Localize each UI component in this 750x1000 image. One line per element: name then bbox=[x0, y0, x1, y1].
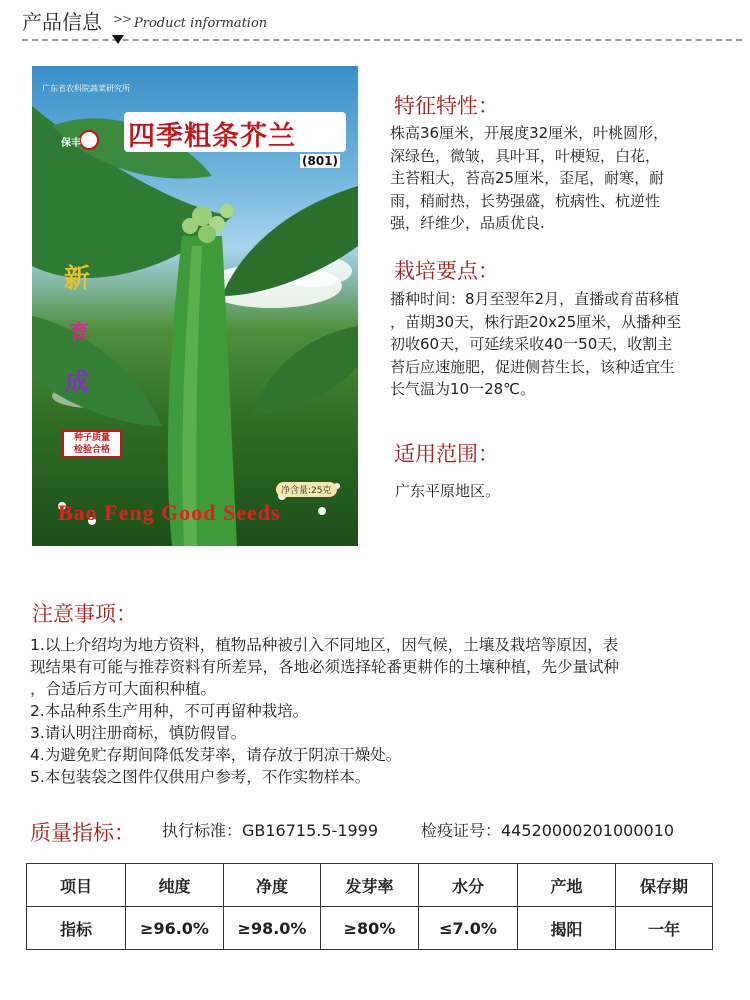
package-vertical-char-2: 育 bbox=[69, 320, 89, 344]
header-arrows: >> bbox=[113, 12, 132, 26]
package-code: (801) bbox=[302, 154, 339, 168]
notes-title: 注意事项： bbox=[32, 602, 137, 626]
table-header-cell: 发芽率 bbox=[321, 864, 419, 907]
notes-line: 现结果有可能与推荐资料有所差异，各地必须选择轮番更耕作的土壤种植，先少量试种 bbox=[30, 658, 620, 676]
quality-table bbox=[26, 863, 713, 950]
table-cell: ≥80% bbox=[321, 907, 419, 950]
cultivation-line: 播种时间：8月至翌年2月，直播或育苗移植 bbox=[390, 290, 680, 308]
table-cell: 一年 bbox=[616, 907, 713, 950]
package-top-text: 广东省农科院蔬菜研究所 bbox=[42, 84, 130, 93]
quality-quarantine-number: 检疫证号：44520000201000010 bbox=[421, 821, 675, 840]
table-header-row bbox=[27, 864, 713, 907]
seed-package-image bbox=[32, 66, 358, 546]
table-header-cell: 产地 bbox=[518, 864, 616, 907]
package-quality-badge bbox=[62, 430, 122, 458]
cultivation-title: 栽培要点： bbox=[394, 259, 499, 283]
package-brand-english: Bao Feng Good Seeds bbox=[58, 500, 281, 525]
table-header-cell: 项目 bbox=[27, 864, 126, 907]
features-text bbox=[390, 122, 668, 235]
package-net-weight: 净含量:25克 bbox=[276, 482, 337, 497]
scope-title: 适用范围： bbox=[394, 442, 499, 466]
cultivation-line: ，苗期30天，株行距20x25厘米，从播种至 bbox=[390, 312, 682, 331]
table-header-cell: 净度 bbox=[224, 864, 321, 907]
package-brand-logo: 保丰 bbox=[61, 138, 81, 149]
cultivation-line: 初收60天，可延续采收40一50天，收割主 bbox=[390, 335, 673, 353]
features-line: 主苔粗大，苔高25厘米，歪尾，耐寒，耐 bbox=[390, 169, 665, 187]
notes-line: 5.本包装袋之图件仅供用户参考，不作实物样本。 bbox=[30, 768, 371, 786]
scope-text: 广东平原地区。 bbox=[395, 482, 501, 500]
table-cell: 揭阳 bbox=[518, 907, 616, 950]
header-divider bbox=[22, 39, 742, 41]
notes-line: 3.请认明注册商标，慎防假冒。 bbox=[30, 724, 247, 742]
table-header-cell: 水分 bbox=[419, 864, 518, 907]
cultivation-text bbox=[390, 288, 681, 401]
badge-line-2: 检验合格 bbox=[73, 445, 110, 455]
features-line: 雨，稍耐热，长势强盛，杭病性、杭逆性 bbox=[390, 191, 661, 210]
features-title: 特征特性： bbox=[394, 94, 499, 118]
cultivation-line: 苔后应速施肥，促进侧苔生长，该种适宜生 bbox=[390, 357, 676, 376]
package-vertical-char-1: 新 bbox=[64, 264, 91, 294]
features-line: 强，纤维少，品质优良. bbox=[390, 214, 545, 232]
table-header-cell: 纯度 bbox=[126, 864, 224, 907]
table-cell: ≥98.0% bbox=[224, 907, 321, 950]
table-row bbox=[27, 907, 713, 950]
cultivation-line: 长气温为10一28℃。 bbox=[390, 380, 536, 398]
notes-line: ，合适后方可大面积种植。 bbox=[30, 680, 217, 698]
notes-line: 2.本品种系生产用种，不可再留种栽培。 bbox=[30, 702, 309, 720]
table-cell: 指标 bbox=[27, 907, 126, 950]
features-line: 深绿色，微皱，具叶耳，叶梗短，白花， bbox=[390, 146, 661, 165]
package-variety-name: 四季粗条芥兰 bbox=[128, 121, 296, 152]
quality-table-grid bbox=[26, 863, 713, 950]
header-english-title: Product information bbox=[134, 16, 268, 31]
notes-line: 4.为避免贮存期间降低发芽率，请存放于阴凉干燥处。 bbox=[30, 746, 402, 764]
page-header-title: 产品信息 bbox=[22, 10, 102, 34]
badge-line-1: 种子质量 bbox=[73, 433, 110, 443]
quality-standard: 执行标准：GB16715.5-1999 bbox=[162, 821, 379, 840]
table-cell: ≥96.0% bbox=[126, 907, 224, 950]
quality-title: 质量指标： bbox=[30, 821, 135, 845]
header-triangle-icon bbox=[112, 35, 124, 44]
notes-line: 1.以上介绍均为地方资料，植物品种被引入不同地区，因气候，土壤及栽培等原因，表 bbox=[30, 636, 619, 654]
notes-text bbox=[30, 634, 735, 788]
package-vertical-char-3: 成 bbox=[65, 368, 89, 396]
features-line: 株高36厘米，开展度32厘米，叶桃圆形， bbox=[390, 124, 669, 142]
table-header-cell: 保存期 bbox=[616, 864, 713, 907]
table-cell: ≤7.0% bbox=[419, 907, 518, 950]
